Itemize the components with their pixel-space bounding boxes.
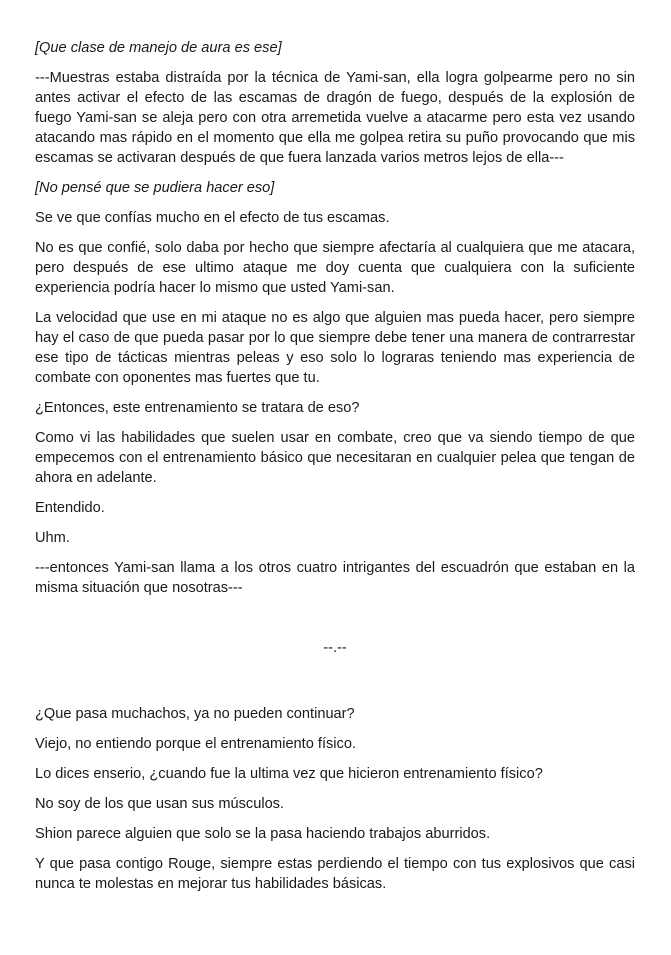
dialogue-line: Se ve que confías mucho en el efecto de tus escamas. [35,210,390,226]
dialogue-line: Viejo, no entiendo porque el entrenamiento físico. [35,736,357,752]
section-part2 [35,704,635,894]
dialogue-paragraph: Como vi las habilidades que suelen usar en combate, creo que va siendo tiempo de que empecemos con el entrenamiento básico que necesitaran en cualquier pelea que tengan de ahora en adelante. [35,430,635,486]
narration-paragraph: ---entonces Yami-san llama a los otros cuatro intrigantes del escuadrón que estaban en la misma situación que nosotras--- [35,560,635,596]
section-part1 [35,38,635,598]
document-page [35,38,635,904]
dialogue-paragraph: Y que pasa contigo Rouge, siempre estas perdiendo el tiempo con tus explosivos que casi nunca te molestas en mejorar tus habilidades básicas. [35,856,635,892]
dialogue-line: Lo dices enserio, ¿cuando fue la ultima vez que hicieron entrenamiento físico? [35,766,543,782]
dialogue-line: ¿Que pasa muchachos, ya no pueden continuar? [35,706,355,722]
thought-line: [No pensé que se pudiera hacer eso] [35,180,275,196]
dialogue-line: No soy de los que usan sus músculos. [35,796,285,812]
thought-line: [Que clase de manejo de aura es ese] [35,40,282,56]
dialogue-line: ¿Entonces, este entrenamiento se tratara de eso? [35,400,360,416]
narration-paragraph: ---Muestras estaba distraída por la técnica de Yami-san, ella logra golpearme pero no sin antes activar el efecto de las escamas de dragón de fuego, después de la explosión de fuego Yami-san se aleja pero con otra arremetida vuelve a atacarme pero esta vez usando atacando mas rápido en el momento que ella me golpea retira su puño provocando que mis escamas se activaran después de que fuera lanzada varios metros lejos de ella--- [35,70,635,166]
scene-separator: --.-- [323,640,347,656]
dialogue-line: Shion parece alguien que solo se la pasa haciendo trabajos aburridos. [35,826,491,842]
dialogue-line: Entendido. [35,500,105,516]
dialogue-paragraph: No es que confié, solo daba por hecho que siempre afectaría al cualquiera que me atacara, pero después de ese ultimo ataque me doy cuenta que cualquiera con la suficiente experiencia podría hacer lo mismo que usted Yami-san. [35,240,635,296]
dialogue-paragraph: La velocidad que use en mi ataque no es algo que alguien mas pueda hacer, pero siempre hay el caso de que pueda pasar por lo que siempre debe tener una manera de contrarrestar ese tipo de tácticas mientras peleas y eso solo lo lograras teniendo mas experiencia de combate con oponentes mas fuertes que tu. [35,310,635,386]
dialogue-line: Uhm. [35,530,70,546]
